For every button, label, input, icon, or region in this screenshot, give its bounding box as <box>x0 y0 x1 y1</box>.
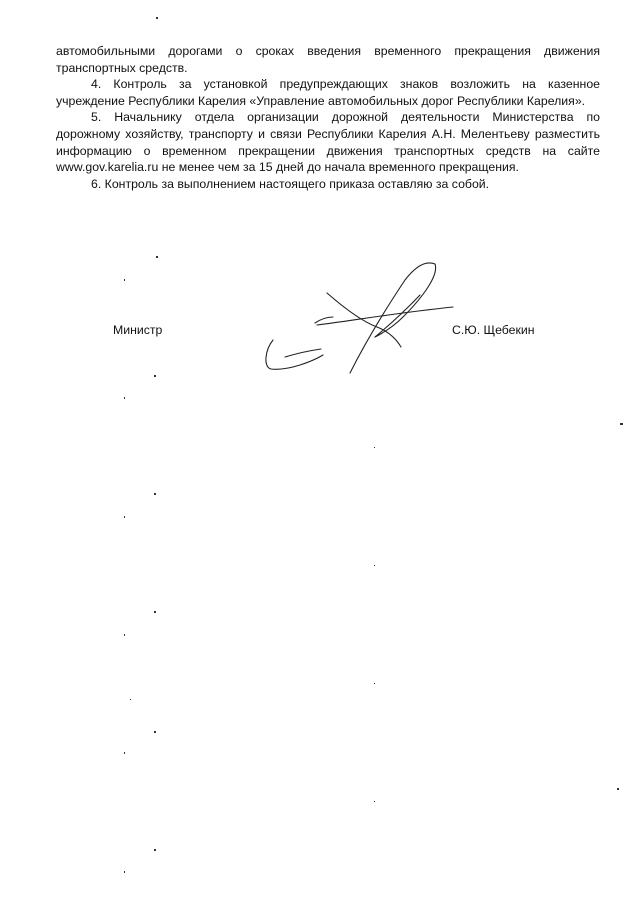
scan-speck <box>154 611 156 613</box>
paragraph-5: 5. Начальнику отдела организации дорожной деятельности Министерства по дорожному хозяйству, транспорту и связи Республики Карелия А.Н. Мелентьеву разместить информацию о временном прекращении движения транспортных средств на сайте www.gov.karelia.ru не менее чем за 15 дней до начала временного прекращения. <box>56 110 600 175</box>
scan-speck <box>374 801 375 802</box>
scan-speck <box>124 279 125 281</box>
scan-speck <box>124 516 125 518</box>
scan-speck <box>154 849 156 851</box>
scan-speck <box>124 634 125 636</box>
scan-speck <box>154 731 156 733</box>
paragraph-6: 6. Контроль за выполнением настоящего приказа оставляю за собой. <box>91 176 490 191</box>
scan-speck <box>154 493 156 495</box>
scan-speck <box>374 565 375 566</box>
scan-speck <box>124 871 125 873</box>
signatory-title: Министр <box>113 323 163 337</box>
scan-speck <box>156 17 158 19</box>
paragraph-continuation: автомобильными дорогами о сроках введения временного прекращения движения транспортных средств. <box>56 44 600 75</box>
document-body <box>56 43 600 192</box>
signatory-name: С.Ю. Щебекин <box>452 323 535 337</box>
scan-speck <box>156 256 158 258</box>
scan-speck <box>130 699 131 700</box>
scan-speck <box>124 752 125 754</box>
scan-speck <box>617 788 619 790</box>
scan-speck <box>620 423 623 425</box>
handwritten-signature <box>255 255 465 375</box>
scan-speck <box>124 397 125 399</box>
scan-speck <box>374 683 375 684</box>
scan-speck <box>374 447 375 448</box>
scan-speck <box>154 375 156 377</box>
paragraph-4: 4. Контроль за установкой предупреждающих знаков возложить на казенное учреждение Республики Карелия «Управление автомобильных дорог Республики Карелия». <box>56 77 600 108</box>
